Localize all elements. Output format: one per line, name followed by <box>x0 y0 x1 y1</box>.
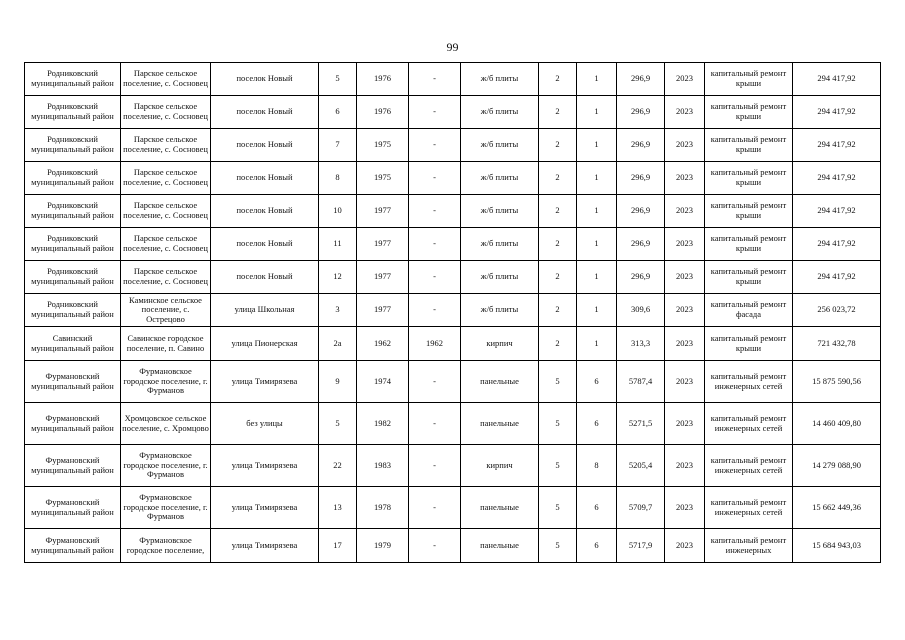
table-row <box>25 63 881 96</box>
settlement-cell: Савинское городское поселение, п. Савино <box>121 327 211 361</box>
house-number-cell: 5 <box>319 403 357 445</box>
table-row <box>25 529 881 563</box>
cost-cell: 294 417,92 <box>793 261 881 294</box>
table-row <box>25 361 881 403</box>
district-cell: Родниковский муниципальный район <box>25 129 121 162</box>
year-built-cell: 1977 <box>357 228 409 261</box>
settlement-cell: Парское сельское поселение, с. Сосновец <box>121 261 211 294</box>
entrances-cell: 1 <box>577 195 617 228</box>
area-cell: 309,6 <box>617 294 665 327</box>
wall-material-cell: панельные <box>461 361 539 403</box>
street-cell: поселок Новый <box>211 63 319 96</box>
wall-material-cell: панельные <box>461 529 539 563</box>
area-cell: 296,9 <box>617 228 665 261</box>
table-row <box>25 487 881 529</box>
settlement-cell: Парское сельское поселение, с. Сосновец <box>121 228 211 261</box>
district-cell: Родниковский муниципальный район <box>25 294 121 327</box>
planned-year-cell: 2023 <box>665 228 705 261</box>
district-cell: Фурмановский муниципальный район <box>25 529 121 563</box>
year-commissioned-cell: - <box>409 96 461 129</box>
year-built-cell: 1974 <box>357 361 409 403</box>
table-row <box>25 403 881 445</box>
entrances-cell: 1 <box>577 327 617 361</box>
year-commissioned-cell: - <box>409 129 461 162</box>
floors-cell: 5 <box>539 529 577 563</box>
entrances-cell: 6 <box>577 361 617 403</box>
year-built-cell: 1977 <box>357 261 409 294</box>
house-number-cell: 12 <box>319 261 357 294</box>
year-commissioned-cell: - <box>409 63 461 96</box>
entrances-cell: 1 <box>577 261 617 294</box>
floors-cell: 5 <box>539 403 577 445</box>
wall-material-cell: ж/б плиты <box>461 261 539 294</box>
entrances-cell: 6 <box>577 487 617 529</box>
entrances-cell: 1 <box>577 294 617 327</box>
street-cell: улица Школьная <box>211 294 319 327</box>
house-number-cell: 9 <box>319 361 357 403</box>
work-type-cell: капитальный ремонт инженерных сетей <box>705 361 793 403</box>
cost-cell: 294 417,92 <box>793 63 881 96</box>
cost-cell: 15 662 449,36 <box>793 487 881 529</box>
street-cell: поселок Новый <box>211 195 319 228</box>
wall-material-cell: панельные <box>461 403 539 445</box>
area-cell: 5709,7 <box>617 487 665 529</box>
entrances-cell: 8 <box>577 445 617 487</box>
district-cell: Родниковский муниципальный район <box>25 162 121 195</box>
street-cell: улица Тимирязева <box>211 487 319 529</box>
wall-material-cell: панельные <box>461 487 539 529</box>
year-commissioned-cell: - <box>409 487 461 529</box>
street-cell: улица Пионерская <box>211 327 319 361</box>
wall-material-cell: кирпич <box>461 445 539 487</box>
planned-year-cell: 2023 <box>665 403 705 445</box>
work-type-cell: капитальный ремонт фасада <box>705 294 793 327</box>
year-commissioned-cell: - <box>409 195 461 228</box>
work-type-cell: капитальный ремонт крыши <box>705 96 793 129</box>
entrances-cell: 1 <box>577 228 617 261</box>
table-row <box>25 327 881 361</box>
year-commissioned-cell: - <box>409 162 461 195</box>
planned-year-cell: 2023 <box>665 162 705 195</box>
planned-year-cell: 2023 <box>665 129 705 162</box>
house-number-cell: 2а <box>319 327 357 361</box>
planned-year-cell: 2023 <box>665 63 705 96</box>
year-commissioned-cell: - <box>409 529 461 563</box>
house-number-cell: 10 <box>319 195 357 228</box>
table-row <box>25 162 881 195</box>
settlement-cell: Каминское сельское поселение, с. Острецово <box>121 294 211 327</box>
planned-year-cell: 2023 <box>665 294 705 327</box>
house-number-cell: 11 <box>319 228 357 261</box>
house-number-cell: 8 <box>319 162 357 195</box>
work-type-cell: капитальный ремонт крыши <box>705 228 793 261</box>
work-type-cell: капитальный ремонт инженерных <box>705 529 793 563</box>
floors-cell: 2 <box>539 228 577 261</box>
entrances-cell: 1 <box>577 63 617 96</box>
floors-cell: 5 <box>539 361 577 403</box>
area-cell: 5205,4 <box>617 445 665 487</box>
year-commissioned-cell: 1962 <box>409 327 461 361</box>
work-type-cell: капитальный ремонт крыши <box>705 261 793 294</box>
district-cell: Родниковский муниципальный район <box>25 261 121 294</box>
area-cell: 296,9 <box>617 129 665 162</box>
work-type-cell: капитальный ремонт крыши <box>705 195 793 228</box>
street-cell: улица Тимирязева <box>211 529 319 563</box>
wall-material-cell: ж/б плиты <box>461 63 539 96</box>
wall-material-cell: ж/б плиты <box>461 129 539 162</box>
cost-cell: 14 279 088,90 <box>793 445 881 487</box>
year-commissioned-cell: - <box>409 445 461 487</box>
wall-material-cell: ж/б плиты <box>461 195 539 228</box>
wall-material-cell: кирпич <box>461 327 539 361</box>
cost-cell: 294 417,92 <box>793 228 881 261</box>
settlement-cell: Парское сельское поселение, с. Сосновец <box>121 195 211 228</box>
table-row <box>25 129 881 162</box>
area-cell: 313,3 <box>617 327 665 361</box>
planned-year-cell: 2023 <box>665 195 705 228</box>
year-built-cell: 1977 <box>357 195 409 228</box>
area-cell: 5271,5 <box>617 403 665 445</box>
year-built-cell: 1983 <box>357 445 409 487</box>
street-cell: улица Тимирязева <box>211 361 319 403</box>
year-commissioned-cell: - <box>409 228 461 261</box>
year-built-cell: 1975 <box>357 129 409 162</box>
entrances-cell: 1 <box>577 96 617 129</box>
district-cell: Савинский муниципальный район <box>25 327 121 361</box>
wall-material-cell: ж/б плиты <box>461 162 539 195</box>
year-built-cell: 1977 <box>357 294 409 327</box>
table-row <box>25 195 881 228</box>
year-built-cell: 1979 <box>357 529 409 563</box>
floors-cell: 2 <box>539 327 577 361</box>
settlement-cell: Парское сельское поселение, с. Сосновец <box>121 162 211 195</box>
street-cell: поселок Новый <box>211 228 319 261</box>
settlement-cell: Парское сельское поселение, с. Сосновец <box>121 63 211 96</box>
year-commissioned-cell: - <box>409 261 461 294</box>
table-row <box>25 445 881 487</box>
table-row <box>25 294 881 327</box>
district-cell: Родниковский муниципальный район <box>25 228 121 261</box>
settlement-cell: Фурмановское городское поселение, <box>121 529 211 563</box>
floors-cell: 2 <box>539 96 577 129</box>
floors-cell: 2 <box>539 195 577 228</box>
settlement-cell: Фурмановское городское поселение, г. Фурманов <box>121 361 211 403</box>
year-built-cell: 1976 <box>357 63 409 96</box>
district-cell: Фурмановский муниципальный район <box>25 445 121 487</box>
year-commissioned-cell: - <box>409 294 461 327</box>
wall-material-cell: ж/б плиты <box>461 228 539 261</box>
cost-cell: 15 875 590,56 <box>793 361 881 403</box>
planned-year-cell: 2023 <box>665 361 705 403</box>
house-number-cell: 6 <box>319 96 357 129</box>
cost-cell: 256 023,72 <box>793 294 881 327</box>
work-type-cell: капитальный ремонт инженерных сетей <box>705 403 793 445</box>
work-type-cell: капитальный ремонт крыши <box>705 327 793 361</box>
area-cell: 296,9 <box>617 195 665 228</box>
area-cell: 296,9 <box>617 96 665 129</box>
street-cell: поселок Новый <box>211 96 319 129</box>
work-type-cell: капитальный ремонт инженерных сетей <box>705 487 793 529</box>
house-number-cell: 3 <box>319 294 357 327</box>
table-row <box>25 96 881 129</box>
year-built-cell: 1962 <box>357 327 409 361</box>
work-type-cell: капитальный ремонт крыши <box>705 63 793 96</box>
housing-registry-table <box>24 62 881 563</box>
settlement-cell: Хромцовское сельское поселение, с. Хромцово <box>121 403 211 445</box>
year-built-cell: 1978 <box>357 487 409 529</box>
district-cell: Фурмановский муниципальный район <box>25 487 121 529</box>
cost-cell: 15 684 943,03 <box>793 529 881 563</box>
planned-year-cell: 2023 <box>665 327 705 361</box>
house-number-cell: 17 <box>319 529 357 563</box>
floors-cell: 2 <box>539 261 577 294</box>
cost-cell: 14 460 409,80 <box>793 403 881 445</box>
settlement-cell: Парское сельское поселение, с. Сосновец <box>121 129 211 162</box>
entrances-cell: 1 <box>577 162 617 195</box>
year-built-cell: 1976 <box>357 96 409 129</box>
area-cell: 296,9 <box>617 63 665 96</box>
street-cell: поселок Новый <box>211 129 319 162</box>
year-built-cell: 1975 <box>357 162 409 195</box>
street-cell: поселок Новый <box>211 162 319 195</box>
page-number: 99 <box>446 40 459 54</box>
planned-year-cell: 2023 <box>665 487 705 529</box>
settlement-cell: Фурмановское городское поселение, г. Фурманов <box>121 487 211 529</box>
cost-cell: 294 417,92 <box>793 96 881 129</box>
wall-material-cell: ж/б плиты <box>461 96 539 129</box>
work-type-cell: капитальный ремонт крыши <box>705 129 793 162</box>
entrances-cell: 6 <box>577 529 617 563</box>
cost-cell: 721 432,78 <box>793 327 881 361</box>
street-cell: улица Тимирязева <box>211 445 319 487</box>
floors-cell: 2 <box>539 129 577 162</box>
planned-year-cell: 2023 <box>665 529 705 563</box>
wall-material-cell: ж/б плиты <box>461 294 539 327</box>
area-cell: 5717,9 <box>617 529 665 563</box>
entrances-cell: 1 <box>577 129 617 162</box>
house-number-cell: 7 <box>319 129 357 162</box>
cost-cell: 294 417,92 <box>793 162 881 195</box>
floors-cell: 2 <box>539 162 577 195</box>
work-type-cell: капитальный ремонт инженерных сетей <box>705 445 793 487</box>
house-number-cell: 5 <box>319 63 357 96</box>
table-row <box>25 228 881 261</box>
cost-cell: 294 417,92 <box>793 129 881 162</box>
table-body <box>25 63 881 563</box>
district-cell: Фурмановский муниципальный район <box>25 361 121 403</box>
district-cell: Родниковский муниципальный район <box>25 195 121 228</box>
street-cell: поселок Новый <box>211 261 319 294</box>
work-type-cell: капитальный ремонт крыши <box>705 162 793 195</box>
floors-cell: 2 <box>539 294 577 327</box>
table-row <box>25 261 881 294</box>
planned-year-cell: 2023 <box>665 445 705 487</box>
year-built-cell: 1982 <box>357 403 409 445</box>
area-cell: 296,9 <box>617 162 665 195</box>
cost-cell: 294 417,92 <box>793 195 881 228</box>
street-cell: без улицы <box>211 403 319 445</box>
planned-year-cell: 2023 <box>665 261 705 294</box>
district-cell: Родниковский муниципальный район <box>25 63 121 96</box>
area-cell: 296,9 <box>617 261 665 294</box>
year-commissioned-cell: - <box>409 403 461 445</box>
house-number-cell: 22 <box>319 445 357 487</box>
floors-cell: 5 <box>539 445 577 487</box>
planned-year-cell: 2023 <box>665 96 705 129</box>
year-commissioned-cell: - <box>409 361 461 403</box>
area-cell: 5787,4 <box>617 361 665 403</box>
house-number-cell: 13 <box>319 487 357 529</box>
district-cell: Фурмановский муниципальный район <box>25 403 121 445</box>
entrances-cell: 6 <box>577 403 617 445</box>
settlement-cell: Фурмановское городское поселение, г. Фурманов <box>121 445 211 487</box>
district-cell: Родниковский муниципальный район <box>25 96 121 129</box>
settlement-cell: Парское сельское поселение, с. Сосновец <box>121 96 211 129</box>
floors-cell: 5 <box>539 487 577 529</box>
floors-cell: 2 <box>539 63 577 96</box>
